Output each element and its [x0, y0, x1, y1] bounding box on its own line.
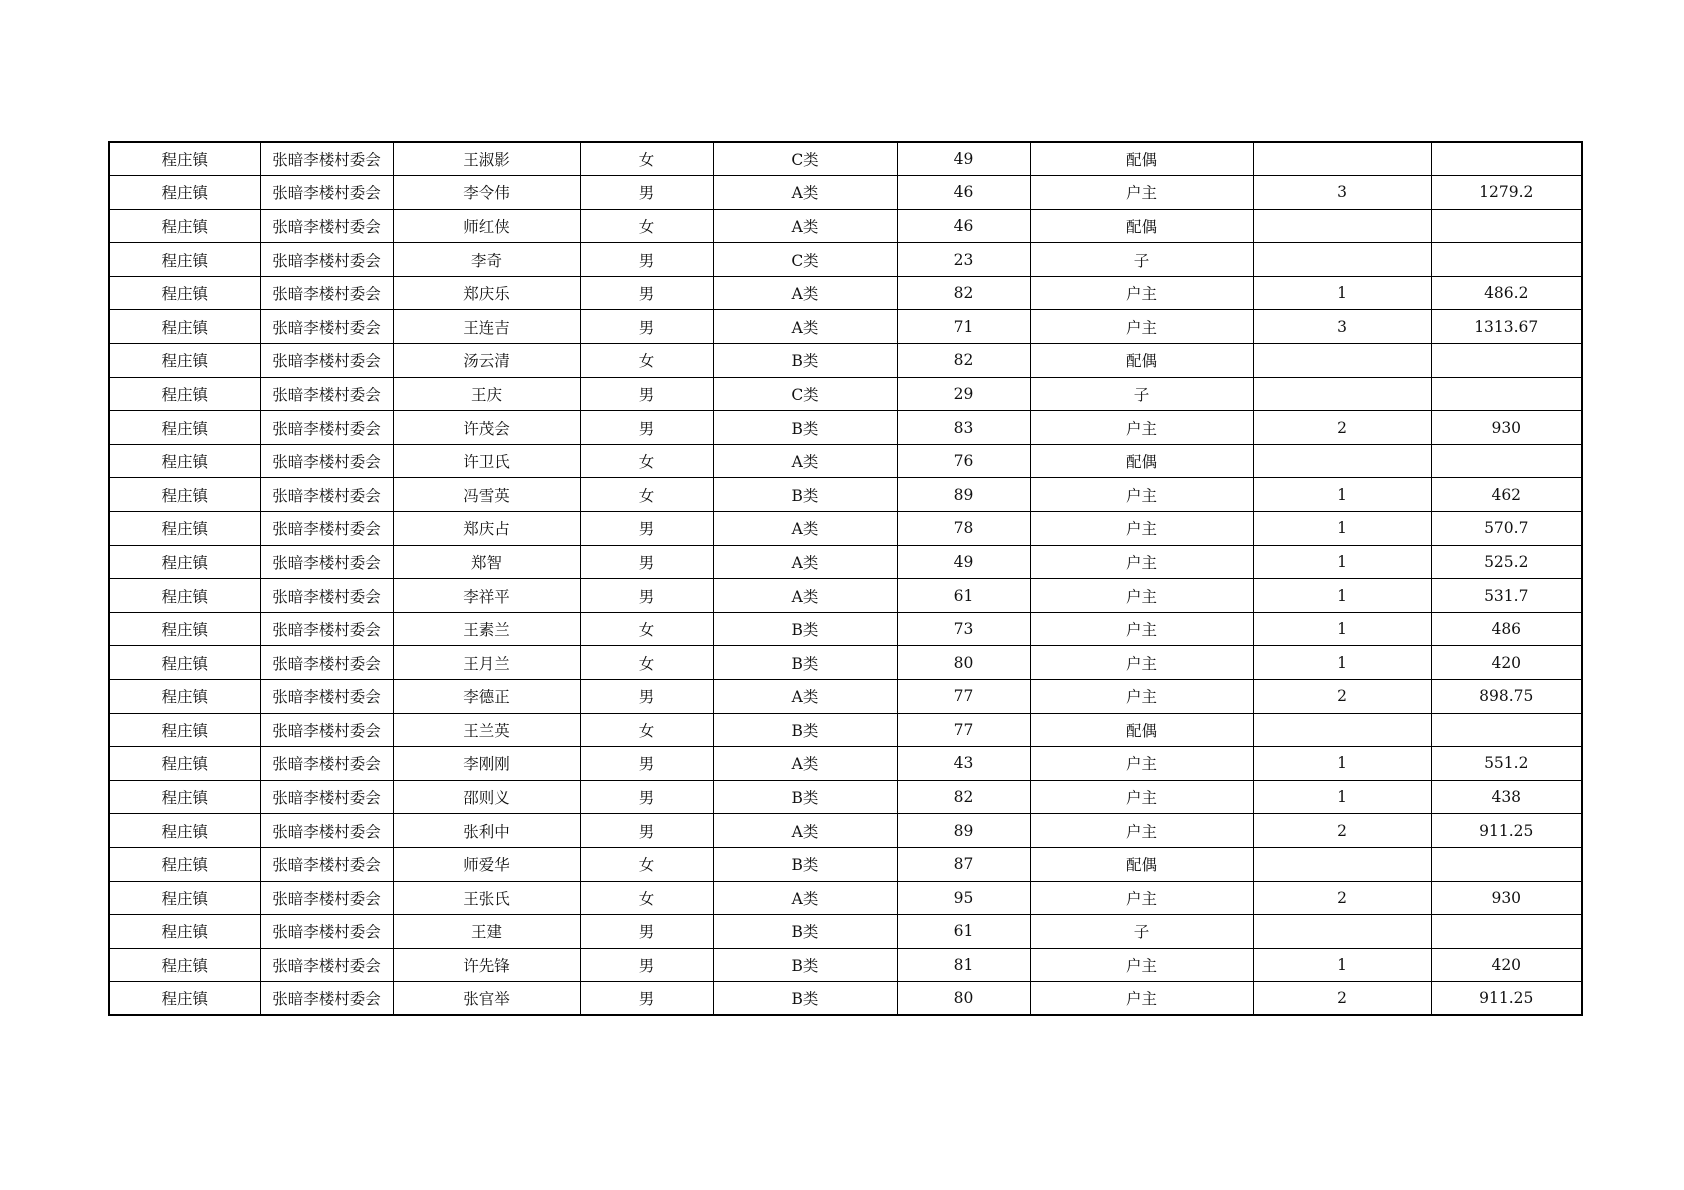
cell-age: 81 — [897, 948, 1030, 982]
cell-relation: 户主 — [1030, 780, 1253, 814]
cell-village-committee: 张暗李楼村委会 — [260, 209, 393, 243]
cell-household-size: 1 — [1253, 545, 1431, 579]
cell-age: 61 — [897, 915, 1030, 949]
cell-town: 程庄镇 — [109, 444, 260, 478]
cell-village-committee: 张暗李楼村委会 — [260, 243, 393, 277]
cell-amount: 930 — [1431, 411, 1582, 445]
cell-category: A类 — [713, 209, 897, 243]
cell-age: 80 — [897, 982, 1030, 1016]
cell-town: 程庄镇 — [109, 209, 260, 243]
table-row — [109, 545, 1582, 579]
cell-gender: 男 — [580, 411, 713, 445]
cell-town: 程庄镇 — [109, 780, 260, 814]
cell-amount: 462 — [1431, 478, 1582, 512]
cell-relation: 配偶 — [1030, 344, 1253, 378]
cell-town: 程庄镇 — [109, 411, 260, 445]
cell-amount — [1431, 243, 1582, 277]
cell-gender: 女 — [580, 444, 713, 478]
cell-town: 程庄镇 — [109, 377, 260, 411]
cell-age: 76 — [897, 444, 1030, 478]
cell-amount — [1431, 142, 1582, 176]
cell-amount: 570.7 — [1431, 512, 1582, 546]
cell-village-committee: 张暗李楼村委会 — [260, 512, 393, 546]
cell-person-name: 师红侠 — [393, 209, 580, 243]
cell-village-committee: 张暗李楼村委会 — [260, 310, 393, 344]
cell-village-committee: 张暗李楼村委会 — [260, 847, 393, 881]
cell-relation: 配偶 — [1030, 713, 1253, 747]
cell-village-committee: 张暗李楼村委会 — [260, 646, 393, 680]
cell-gender: 男 — [580, 377, 713, 411]
cell-category: A类 — [713, 545, 897, 579]
cell-age: 23 — [897, 243, 1030, 277]
cell-age: 95 — [897, 881, 1030, 915]
cell-age: 61 — [897, 579, 1030, 613]
cell-household-size: 1 — [1253, 780, 1431, 814]
cell-amount — [1431, 377, 1582, 411]
cell-village-committee: 张暗李楼村委会 — [260, 377, 393, 411]
cell-age: 29 — [897, 377, 1030, 411]
cell-village-committee: 张暗李楼村委会 — [260, 982, 393, 1016]
cell-village-committee: 张暗李楼村委会 — [260, 747, 393, 781]
cell-category: B类 — [713, 478, 897, 512]
cell-household-size: 3 — [1253, 176, 1431, 210]
table-row — [109, 948, 1582, 982]
cell-village-committee: 张暗李楼村委会 — [260, 881, 393, 915]
cell-category: A类 — [713, 579, 897, 613]
table-row — [109, 377, 1582, 411]
cell-gender: 男 — [580, 982, 713, 1016]
cell-amount — [1431, 847, 1582, 881]
cell-household-size: 2 — [1253, 881, 1431, 915]
cell-gender: 女 — [580, 713, 713, 747]
table-row — [109, 612, 1582, 646]
table-row — [109, 512, 1582, 546]
cell-category: B类 — [713, 982, 897, 1016]
cell-age: 89 — [897, 478, 1030, 512]
cell-gender: 女 — [580, 209, 713, 243]
cell-town: 程庄镇 — [109, 915, 260, 949]
cell-gender: 女 — [580, 142, 713, 176]
cell-gender: 女 — [580, 344, 713, 378]
cell-relation: 配偶 — [1030, 444, 1253, 478]
cell-category: A类 — [713, 881, 897, 915]
cell-relation: 配偶 — [1030, 209, 1253, 243]
cell-village-committee: 张暗李楼村委会 — [260, 713, 393, 747]
cell-gender: 男 — [580, 915, 713, 949]
cell-town: 程庄镇 — [109, 646, 260, 680]
table-row — [109, 982, 1582, 1016]
cell-household-size: 3 — [1253, 310, 1431, 344]
cell-person-name: 师爱华 — [393, 847, 580, 881]
cell-amount: 1279.2 — [1431, 176, 1582, 210]
cell-village-committee: 张暗李楼村委会 — [260, 948, 393, 982]
cell-category: B类 — [713, 344, 897, 378]
cell-amount: 551.2 — [1431, 747, 1582, 781]
cell-household-size: 1 — [1253, 478, 1431, 512]
cell-person-name: 王淑影 — [393, 142, 580, 176]
roster-table-body — [109, 142, 1582, 1015]
cell-town: 程庄镇 — [109, 176, 260, 210]
cell-gender: 男 — [580, 579, 713, 613]
cell-category: A类 — [713, 747, 897, 781]
cell-relation: 户主 — [1030, 646, 1253, 680]
cell-town: 程庄镇 — [109, 478, 260, 512]
cell-person-name: 许茂会 — [393, 411, 580, 445]
cell-relation: 户主 — [1030, 814, 1253, 848]
cell-amount — [1431, 344, 1582, 378]
cell-amount — [1431, 915, 1582, 949]
cell-category: C类 — [713, 377, 897, 411]
cell-person-name: 王素兰 — [393, 612, 580, 646]
cell-town: 程庄镇 — [109, 512, 260, 546]
cell-amount: 420 — [1431, 646, 1582, 680]
cell-person-name: 郑庆占 — [393, 512, 580, 546]
cell-age: 89 — [897, 814, 1030, 848]
cell-age: 87 — [897, 847, 1030, 881]
cell-town: 程庄镇 — [109, 982, 260, 1016]
cell-relation: 户主 — [1030, 176, 1253, 210]
cell-town: 程庄镇 — [109, 747, 260, 781]
cell-category: B类 — [713, 646, 897, 680]
cell-category: A类 — [713, 512, 897, 546]
cell-person-name: 王兰英 — [393, 713, 580, 747]
cell-person-name: 王连吉 — [393, 310, 580, 344]
cell-household-size — [1253, 344, 1431, 378]
cell-amount: 911.25 — [1431, 982, 1582, 1016]
cell-relation: 户主 — [1030, 612, 1253, 646]
cell-gender: 男 — [580, 680, 713, 714]
cell-amount — [1431, 713, 1582, 747]
cell-person-name: 王建 — [393, 915, 580, 949]
cell-category: B类 — [713, 713, 897, 747]
cell-age: 46 — [897, 209, 1030, 243]
cell-category: C类 — [713, 142, 897, 176]
cell-village-committee: 张暗李楼村委会 — [260, 444, 393, 478]
cell-age: 71 — [897, 310, 1030, 344]
cell-gender: 男 — [580, 545, 713, 579]
cell-village-committee: 张暗李楼村委会 — [260, 545, 393, 579]
cell-gender: 女 — [580, 478, 713, 512]
cell-amount: 911.25 — [1431, 814, 1582, 848]
cell-category: B类 — [713, 915, 897, 949]
cell-relation: 户主 — [1030, 276, 1253, 310]
cell-town: 程庄镇 — [109, 713, 260, 747]
table-row — [109, 444, 1582, 478]
cell-amount: 486.2 — [1431, 276, 1582, 310]
cell-village-committee: 张暗李楼村委会 — [260, 814, 393, 848]
cell-household-size: 1 — [1253, 612, 1431, 646]
table-row — [109, 646, 1582, 680]
cell-gender: 男 — [580, 276, 713, 310]
cell-amount: 1313.67 — [1431, 310, 1582, 344]
cell-age: 82 — [897, 276, 1030, 310]
cell-household-size: 1 — [1253, 747, 1431, 781]
cell-town: 程庄镇 — [109, 545, 260, 579]
cell-relation: 配偶 — [1030, 847, 1253, 881]
cell-category: A类 — [713, 276, 897, 310]
cell-person-name: 王月兰 — [393, 646, 580, 680]
cell-age: 80 — [897, 646, 1030, 680]
cell-relation: 户主 — [1030, 310, 1253, 344]
table-row — [109, 478, 1582, 512]
table-row — [109, 847, 1582, 881]
cell-person-name: 许先锋 — [393, 948, 580, 982]
table-row — [109, 176, 1582, 210]
cell-gender: 男 — [580, 814, 713, 848]
cell-person-name: 张利中 — [393, 814, 580, 848]
roster-table — [108, 141, 1583, 1016]
cell-town: 程庄镇 — [109, 814, 260, 848]
table-row — [109, 411, 1582, 445]
cell-category: A类 — [713, 444, 897, 478]
cell-household-size — [1253, 444, 1431, 478]
cell-age: 49 — [897, 545, 1030, 579]
cell-category: B类 — [713, 847, 897, 881]
cell-age: 83 — [897, 411, 1030, 445]
cell-person-name: 汤云清 — [393, 344, 580, 378]
cell-category: A类 — [713, 176, 897, 210]
cell-relation: 户主 — [1030, 948, 1253, 982]
cell-household-size: 2 — [1253, 680, 1431, 714]
table-row — [109, 344, 1582, 378]
cell-household-size: 2 — [1253, 814, 1431, 848]
cell-town: 程庄镇 — [109, 243, 260, 277]
cell-household-size — [1253, 713, 1431, 747]
cell-relation: 配偶 — [1030, 142, 1253, 176]
cell-relation: 户主 — [1030, 881, 1253, 915]
cell-village-committee: 张暗李楼村委会 — [260, 478, 393, 512]
cell-age: 46 — [897, 176, 1030, 210]
cell-household-size: 1 — [1253, 276, 1431, 310]
cell-age: 49 — [897, 142, 1030, 176]
cell-relation: 子 — [1030, 915, 1253, 949]
cell-person-name: 郑庆乐 — [393, 276, 580, 310]
cell-category: B类 — [713, 780, 897, 814]
cell-age: 73 — [897, 612, 1030, 646]
cell-category: C类 — [713, 243, 897, 277]
cell-household-size — [1253, 377, 1431, 411]
cell-village-committee: 张暗李楼村委会 — [260, 276, 393, 310]
cell-gender: 男 — [580, 512, 713, 546]
cell-amount — [1431, 444, 1582, 478]
cell-gender: 男 — [580, 310, 713, 344]
cell-person-name: 郑智 — [393, 545, 580, 579]
cell-town: 程庄镇 — [109, 344, 260, 378]
cell-amount: 525.2 — [1431, 545, 1582, 579]
cell-town: 程庄镇 — [109, 142, 260, 176]
table-row — [109, 579, 1582, 613]
cell-relation: 户主 — [1030, 982, 1253, 1016]
cell-village-committee: 张暗李楼村委会 — [260, 142, 393, 176]
cell-town: 程庄镇 — [109, 612, 260, 646]
cell-relation: 户主 — [1030, 411, 1253, 445]
cell-person-name: 张官举 — [393, 982, 580, 1016]
table-row — [109, 142, 1582, 176]
cell-town: 程庄镇 — [109, 948, 260, 982]
cell-gender: 女 — [580, 881, 713, 915]
cell-relation: 户主 — [1030, 512, 1253, 546]
cell-category: B类 — [713, 612, 897, 646]
cell-household-size — [1253, 209, 1431, 243]
cell-person-name: 李奇 — [393, 243, 580, 277]
cell-amount: 438 — [1431, 780, 1582, 814]
cell-age: 78 — [897, 512, 1030, 546]
table-row — [109, 747, 1582, 781]
cell-amount — [1431, 209, 1582, 243]
cell-age: 77 — [897, 680, 1030, 714]
cell-person-name: 李刚刚 — [393, 747, 580, 781]
cell-town: 程庄镇 — [109, 680, 260, 714]
cell-household-size: 2 — [1253, 982, 1431, 1016]
table-row — [109, 310, 1582, 344]
cell-person-name: 邵则义 — [393, 780, 580, 814]
cell-gender: 女 — [580, 847, 713, 881]
cell-age: 82 — [897, 344, 1030, 378]
cell-village-committee: 张暗李楼村委会 — [260, 680, 393, 714]
cell-person-name: 李德正 — [393, 680, 580, 714]
cell-town: 程庄镇 — [109, 276, 260, 310]
cell-town: 程庄镇 — [109, 881, 260, 915]
cell-person-name: 王张氏 — [393, 881, 580, 915]
cell-gender: 女 — [580, 612, 713, 646]
cell-gender: 男 — [580, 780, 713, 814]
cell-amount: 486 — [1431, 612, 1582, 646]
cell-category: B类 — [713, 948, 897, 982]
table-row — [109, 276, 1582, 310]
cell-gender: 男 — [580, 243, 713, 277]
table-row — [109, 915, 1582, 949]
cell-person-name: 王庆 — [393, 377, 580, 411]
cell-gender: 女 — [580, 646, 713, 680]
cell-relation: 户主 — [1030, 680, 1253, 714]
cell-relation: 户主 — [1030, 579, 1253, 613]
cell-gender: 男 — [580, 176, 713, 210]
cell-amount: 898.75 — [1431, 680, 1582, 714]
table-row — [109, 209, 1582, 243]
cell-town: 程庄镇 — [109, 310, 260, 344]
table-row — [109, 243, 1582, 277]
cell-village-committee: 张暗李楼村委会 — [260, 780, 393, 814]
cell-household-size — [1253, 142, 1431, 176]
cell-relation: 户主 — [1030, 747, 1253, 781]
cell-household-size: 1 — [1253, 512, 1431, 546]
cell-category: A类 — [713, 680, 897, 714]
cell-town: 程庄镇 — [109, 579, 260, 613]
cell-person-name: 冯雪英 — [393, 478, 580, 512]
cell-relation: 户主 — [1030, 545, 1253, 579]
cell-relation: 子 — [1030, 243, 1253, 277]
cell-age: 43 — [897, 747, 1030, 781]
cell-gender: 男 — [580, 747, 713, 781]
cell-amount: 420 — [1431, 948, 1582, 982]
cell-category: B类 — [713, 411, 897, 445]
table-row — [109, 780, 1582, 814]
cell-person-name: 许卫氏 — [393, 444, 580, 478]
cell-village-committee: 张暗李楼村委会 — [260, 915, 393, 949]
cell-person-name: 李令伟 — [393, 176, 580, 210]
cell-household-size — [1253, 847, 1431, 881]
cell-category: A类 — [713, 310, 897, 344]
table-row — [109, 881, 1582, 915]
cell-household-size — [1253, 243, 1431, 277]
cell-town: 程庄镇 — [109, 847, 260, 881]
cell-village-committee: 张暗李楼村委会 — [260, 411, 393, 445]
cell-person-name: 李祥平 — [393, 579, 580, 613]
cell-age: 82 — [897, 780, 1030, 814]
table-row — [109, 713, 1582, 747]
cell-amount: 930 — [1431, 881, 1582, 915]
cell-village-committee: 张暗李楼村委会 — [260, 176, 393, 210]
cell-household-size: 2 — [1253, 411, 1431, 445]
cell-village-committee: 张暗李楼村委会 — [260, 612, 393, 646]
cell-village-committee: 张暗李楼村委会 — [260, 579, 393, 613]
cell-relation: 户主 — [1030, 478, 1253, 512]
cell-amount: 531.7 — [1431, 579, 1582, 613]
cell-village-committee: 张暗李楼村委会 — [260, 344, 393, 378]
cell-household-size: 1 — [1253, 646, 1431, 680]
table-row — [109, 680, 1582, 714]
table-row — [109, 814, 1582, 848]
cell-gender: 男 — [580, 948, 713, 982]
cell-household-size — [1253, 915, 1431, 949]
cell-household-size: 1 — [1253, 948, 1431, 982]
cell-age: 77 — [897, 713, 1030, 747]
cell-category: A类 — [713, 814, 897, 848]
cell-household-size: 1 — [1253, 579, 1431, 613]
cell-relation: 子 — [1030, 377, 1253, 411]
